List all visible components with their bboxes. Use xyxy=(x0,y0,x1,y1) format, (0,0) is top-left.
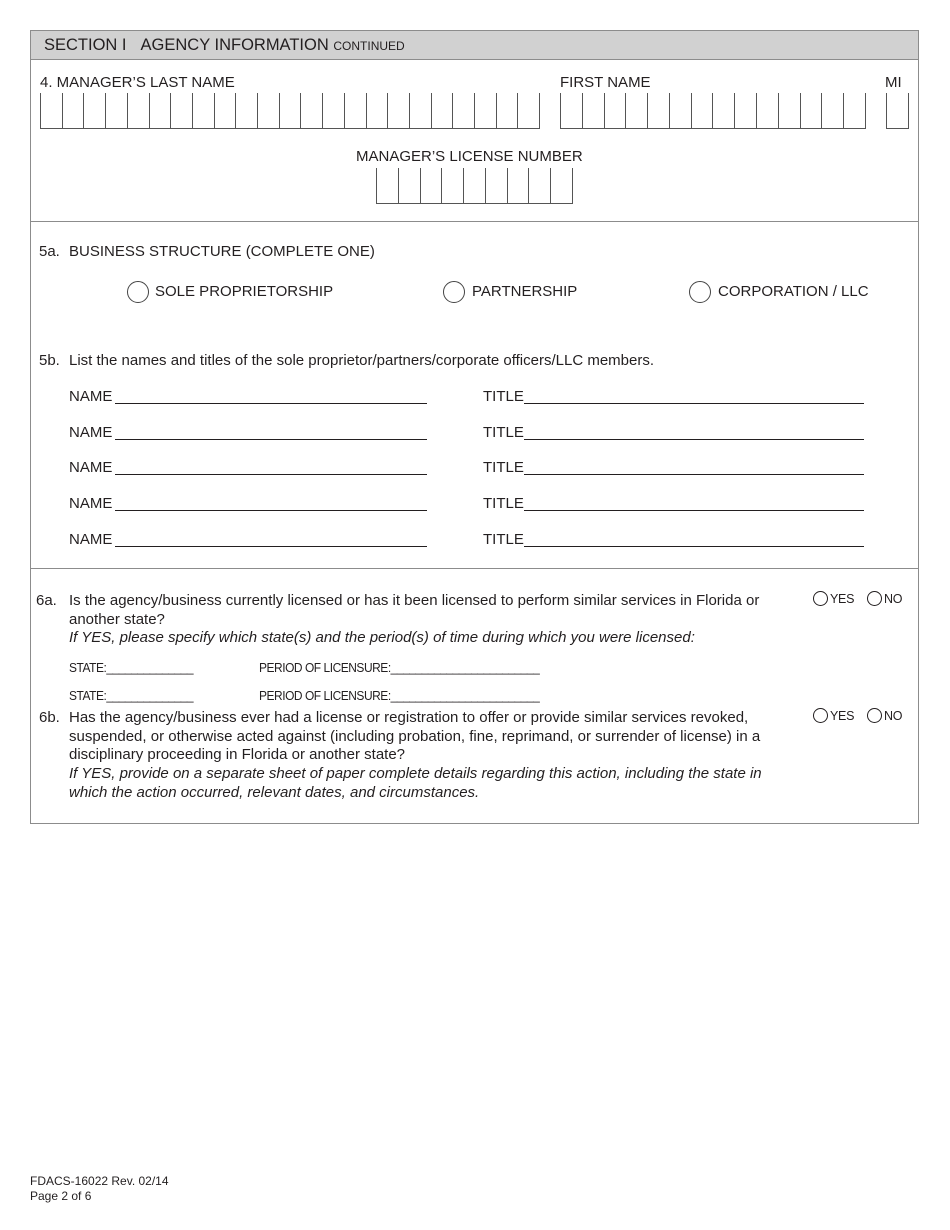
title-label: TITLE xyxy=(483,388,524,405)
q6a-instruction: If YES, please specify which state(s) and the period(s) of time during which you were licensed: xyxy=(69,629,695,647)
char-box[interactable] xyxy=(105,93,127,128)
char-box[interactable] xyxy=(669,93,691,128)
name-label: NAME xyxy=(69,388,113,405)
char-box[interactable] xyxy=(409,93,431,128)
section-header xyxy=(31,31,918,60)
q6b-question xyxy=(69,709,791,803)
q6a-question xyxy=(69,592,789,648)
char-box[interactable] xyxy=(83,93,105,128)
char-box[interactable] xyxy=(517,93,539,128)
char-box[interactable] xyxy=(170,93,192,128)
last-name-input[interactable] xyxy=(40,93,540,129)
char-box[interactable] xyxy=(431,93,453,128)
char-box[interactable] xyxy=(561,93,582,128)
char-box[interactable] xyxy=(366,93,388,128)
corporation-llc-radio[interactable] xyxy=(689,281,711,303)
section-divider xyxy=(31,568,918,569)
char-box[interactable] xyxy=(550,168,572,203)
title-label: TITLE xyxy=(483,459,524,476)
name-line-input[interactable] xyxy=(115,546,427,547)
q6a-no-radio[interactable] xyxy=(867,591,882,606)
corporation-llc-label: CORPORATION / LLC xyxy=(718,283,869,300)
partnership-radio[interactable] xyxy=(443,281,465,303)
char-box[interactable] xyxy=(127,93,149,128)
name-line-input[interactable] xyxy=(115,439,427,440)
char-box[interactable] xyxy=(647,93,669,128)
q6b-yes-radio[interactable] xyxy=(813,708,828,723)
form-id: FDACS-16022 Rev. 02/14 xyxy=(30,1174,169,1188)
name-label: NAME xyxy=(69,424,113,441)
title-line-input[interactable] xyxy=(524,546,864,547)
char-box[interactable] xyxy=(528,168,550,203)
char-box[interactable] xyxy=(387,93,409,128)
char-box[interactable] xyxy=(778,93,800,128)
title-label: TITLE xyxy=(483,531,524,548)
char-box[interactable] xyxy=(62,93,84,128)
char-box[interactable] xyxy=(235,93,257,128)
section-number: SECTION I xyxy=(44,36,127,54)
char-box[interactable] xyxy=(625,93,647,128)
q6b-question-text: Has the agency/business ever had a license or registration to offer or provide similar services revoked, suspended, or otherwise acted against (including probation, fine, reprimand, or surrender of license) in a disciplinary proceeding in Florida or another state? xyxy=(69,709,761,764)
char-box[interactable] xyxy=(300,93,322,128)
char-box[interactable] xyxy=(149,93,171,128)
char-box[interactable] xyxy=(582,93,604,128)
first-name-input[interactable] xyxy=(560,93,866,129)
license-number-label: MANAGER’S LICENSE NUMBER xyxy=(356,148,583,165)
char-box[interactable] xyxy=(41,93,62,128)
title-line-input[interactable] xyxy=(524,474,864,475)
char-box[interactable] xyxy=(507,168,529,203)
q6b-instruction: If YES, provide on a separate sheet of paper complete details regarding this action, including the state in which the action occurred, relevant dates, and circumstances. xyxy=(69,765,762,801)
title-label: TITLE xyxy=(483,424,524,441)
q5a-number: 5a. xyxy=(39,243,60,260)
q6a-number: 6a. xyxy=(36,592,57,609)
q6b-number: 6b. xyxy=(39,709,60,726)
period-field-1[interactable]: PERIOD OF LICENSURE:________________________ xyxy=(259,660,540,675)
name-line-input[interactable] xyxy=(115,474,427,475)
char-box[interactable] xyxy=(452,93,474,128)
name-label: NAME xyxy=(69,531,113,548)
char-box[interactable] xyxy=(377,168,398,203)
name-label: NAME xyxy=(69,495,113,512)
char-box[interactable] xyxy=(821,93,843,128)
name-label: NAME xyxy=(69,459,113,476)
char-box[interactable] xyxy=(485,168,507,203)
char-box[interactable] xyxy=(734,93,756,128)
q6a-yes-radio[interactable] xyxy=(813,591,828,606)
q5b-label: List the names and titles of the sole proprietor/partners/corporate officers/LLC members. xyxy=(69,352,655,369)
title-line-input[interactable] xyxy=(524,403,864,404)
application-form-section xyxy=(30,30,919,824)
q6b-no-radio[interactable] xyxy=(867,708,882,723)
char-box[interactable] xyxy=(214,93,236,128)
mi-label: MI xyxy=(885,74,902,91)
char-box[interactable] xyxy=(420,168,442,203)
q6a-no-label: NO xyxy=(884,592,903,606)
first-name-label: FIRST NAME xyxy=(560,74,651,91)
license-number-input[interactable] xyxy=(376,168,573,204)
char-box[interactable] xyxy=(712,93,734,128)
state-field-1[interactable]: STATE:______________ xyxy=(69,660,194,675)
section-title xyxy=(44,36,405,55)
char-box[interactable] xyxy=(463,168,485,203)
section-name: AGENCY INFORMATION xyxy=(140,36,329,54)
char-box[interactable] xyxy=(756,93,778,128)
char-box[interactable] xyxy=(604,93,626,128)
continued-label: CONTINUED xyxy=(333,39,405,53)
period-field-2[interactable]: PERIOD OF LICENSURE:________________________ xyxy=(259,688,540,703)
char-box[interactable] xyxy=(800,93,822,128)
middle-initial-input[interactable] xyxy=(886,93,909,129)
sole-proprietorship-radio[interactable] xyxy=(127,281,149,303)
char-box[interactable] xyxy=(441,168,463,203)
sole-proprietorship-label: SOLE PROPRIETORSHIP xyxy=(155,283,334,300)
q5b-number: 5b. xyxy=(39,352,60,369)
char-box[interactable] xyxy=(843,93,865,128)
char-box[interactable] xyxy=(279,93,301,128)
q6b-yes-label: YES xyxy=(830,709,855,723)
title-line-input[interactable] xyxy=(524,439,864,440)
q6b-no-label: NO xyxy=(884,709,903,723)
q6a-yes-label: YES xyxy=(830,592,855,606)
char-box[interactable] xyxy=(398,168,420,203)
char-box[interactable] xyxy=(691,93,713,128)
q6a-question-text: Is the agency/business currently licensed or has it been licensed to perform similar services in Florida or another state? xyxy=(69,592,760,628)
title-line-input[interactable] xyxy=(524,510,864,511)
char-box[interactable] xyxy=(257,93,279,128)
q5a-label: BUSINESS STRUCTURE (COMPLETE ONE) xyxy=(69,243,375,260)
partnership-label: PARTNERSHIP xyxy=(472,283,578,300)
section-divider xyxy=(31,221,918,222)
char-box[interactable] xyxy=(887,93,908,128)
page-number: Page 2 of 6 xyxy=(30,1189,92,1203)
title-label: TITLE xyxy=(483,495,524,512)
char-box[interactable] xyxy=(474,93,496,128)
char-box[interactable] xyxy=(344,93,366,128)
char-box[interactable] xyxy=(322,93,344,128)
name-line-input[interactable] xyxy=(115,403,427,404)
name-line-input[interactable] xyxy=(115,510,427,511)
last-name-label: 4. MANAGER’S LAST NAME xyxy=(40,74,235,91)
char-box[interactable] xyxy=(496,93,518,128)
state-field-2[interactable]: STATE:______________ xyxy=(69,688,194,703)
char-box[interactable] xyxy=(192,93,214,128)
